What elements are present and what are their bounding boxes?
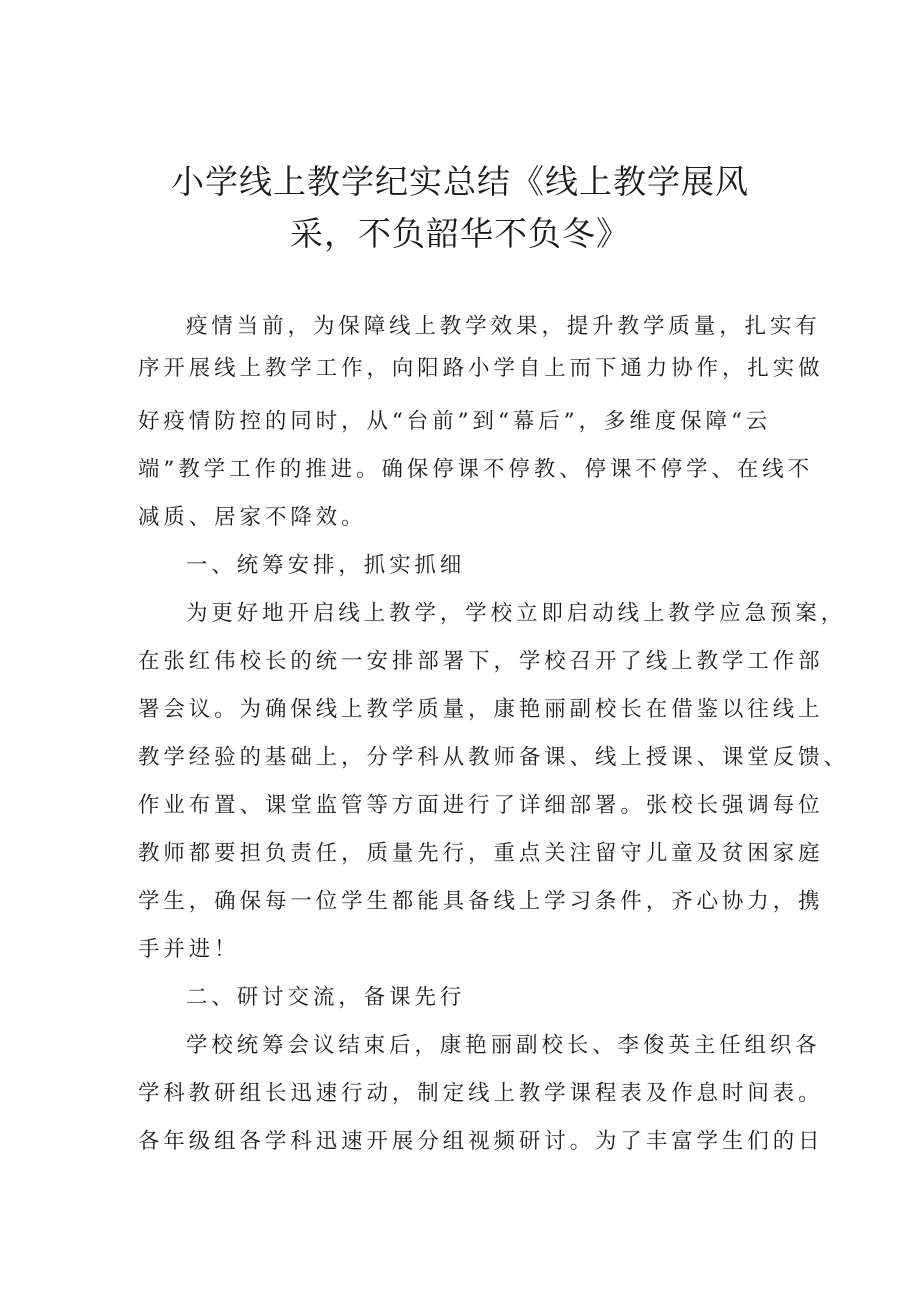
paragraph-1-line-4: 端”教学工作的推进。确保停课不停教、停课不停学、在线不 (138, 457, 814, 482)
paragraph-3-line-1: 学校统筹会议结束后，康艳丽副校长、李俊英主任组织各 (186, 1033, 821, 1058)
paragraph-3-line-3: 各年级组各学科迅速开展分组视频研讨。为了丰富学生们的日 (138, 1129, 824, 1154)
paragraph-2-line-5: 作业布置、课堂监管等方面进行了详细部署。张校长强调每位 (138, 793, 824, 818)
paragraph-1-line-2: 序开展线上教学工作，向阳路小学自上而下通力协作，扎实做 (138, 356, 824, 381)
paragraph-2-line-3: 署会议。为确保线上教学质量，康艳丽副校长在借鉴以往线上 (138, 697, 824, 722)
section-heading-1: 一、统筹安排，抓实抓细 (186, 553, 466, 578)
section-heading-2: 二、研讨交流，备课先行 (186, 985, 466, 1010)
paragraph-2-line-8: 手并进！ (138, 937, 240, 962)
document-title-line-1: 小学线上教学纪实总结《线上教学展风 (171, 162, 749, 201)
paragraph-2-line-6: 教师都要担负责任，质量先行，重点关注留守儿童及贫困家庭 (138, 841, 824, 866)
paragraph-1-line-5: 减质、居家不降效。 (138, 505, 367, 530)
paragraph-2-line-4: 教学经验的基础上，分学科从教师备课、线上授课、课堂反馈、 (138, 745, 849, 770)
paragraph-2-line-1: 为更好地开启线上教学，学校立即启动线上教学应急预案， (186, 601, 847, 626)
paragraph-3-line-2: 学科教研组长迅速行动，制定线上教学课程表及作息时间表。 (138, 1081, 824, 1106)
paragraph-2-line-7: 学生，确保每一位学生都能具备线上学习条件，齐心协力，携 (138, 889, 824, 914)
paragraph-1-line-3: 好疫情防控的同时，从“台前”到“幕后”，多维度保障“云 (138, 409, 772, 434)
paragraph-2-line-2: 在张红伟校长的统一安排部署下，学校召开了线上教学工作部 (138, 649, 824, 674)
document-title-line-2: 采，不负韶华不负冬》 (290, 214, 630, 253)
paragraph-1-line-1: 疫情当前，为保障线上教学效果，提升教学质量，扎实有 (186, 314, 821, 339)
